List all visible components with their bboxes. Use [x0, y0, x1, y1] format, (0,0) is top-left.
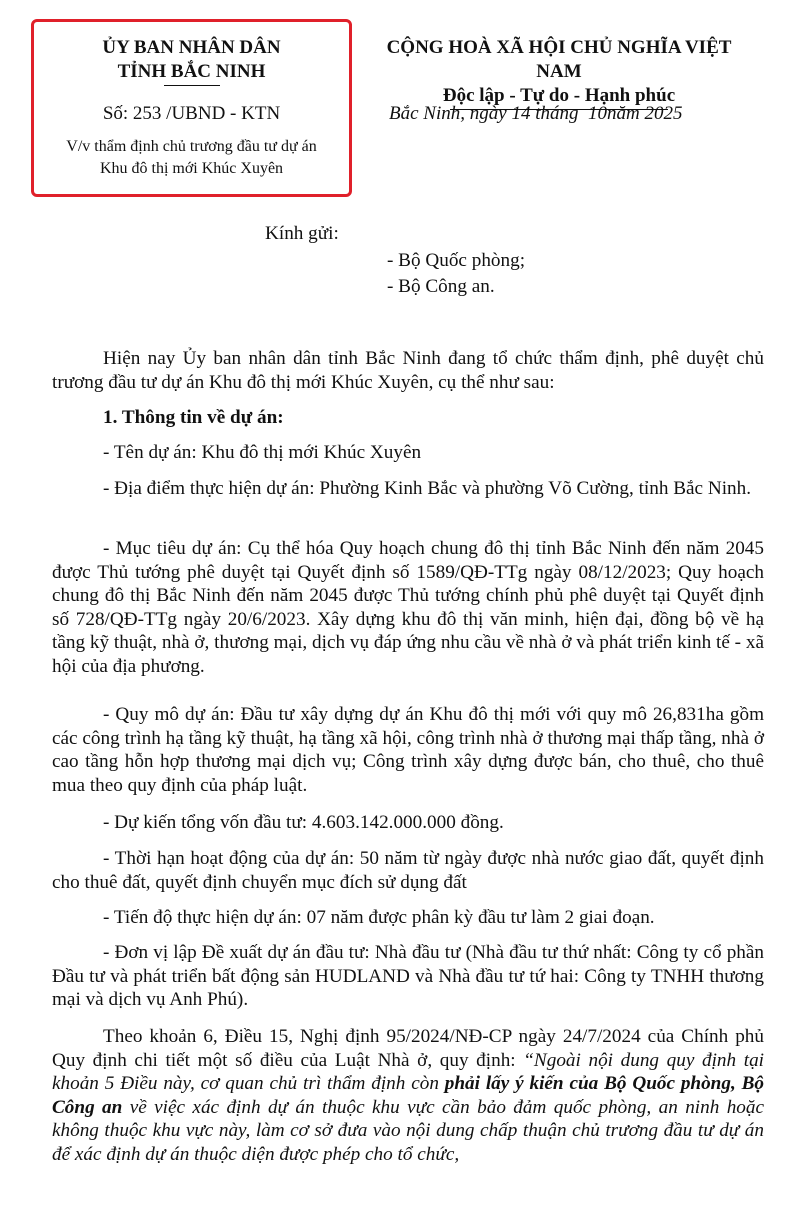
date-day: 14 — [511, 103, 531, 124]
date-year: năm 2025 — [606, 103, 683, 124]
project-objective: - Mục tiêu dự án: Cụ thể hóa Quy hoạch chung đô thị tỉnh Bắc Ninh đến năm 2045 được Thủ tướng phê duyệt tại Quyết định số 1589/QĐ-TTg ngày 08/12/2023; Quy hoạch chung đô thị Bắc Ninh đến năm 2045 được Thủ tướng chính phủ phê duyệt tại Quyết định số 728/QĐ-TTg ngày 20/6/2023. Xây dựng khu đô thị văn minh, hiện đại, đồng bộ về hạ tầng kỹ thuật, nhà ở, thương mại, dịch vụ đáp ứng nhu cầu về nhà ở và phát triển kinh tế - xã hội của địa phương. — [52, 538, 764, 677]
org-name-line2: TỈNH BẮC NINH — [117, 61, 266, 82]
recipient-list — [387, 248, 525, 300]
org-underline — [164, 85, 220, 86]
subject-line2: Khu đô thị mới Khúc Xuyên — [99, 160, 284, 177]
section1-heading: 1. Thông tin về dự án: — [103, 407, 284, 428]
legal-basis-text: Theo khoản 6, Điều 15, Nghị định 95/2024/NĐ-CP ngày 24/7/2024 của Chính phủ Quy định chi tiết một số điều của Luật Nhà ở, quy định: — [52, 1026, 764, 1071]
date-place: Bắc Ninh, ngày — [389, 103, 512, 124]
project-location: - Địa điểm thực hiện dự án: Phường Kinh Bắc và phường Võ Cường, tỉnh Bắc Ninh. — [103, 478, 752, 499]
recipient-item: - Bộ Quốc phòng; — [387, 250, 526, 271]
date-month-label: tháng — [530, 103, 588, 124]
recipient-item: - Bộ Công an. — [387, 276, 495, 297]
legal-quote-part1: “Ngoài nội dung quy định tại khoản 5 Điều này, cơ quan chủ trì thẩm định còn — [52, 1049, 764, 1095]
legal-basis-paragraph — [52, 1025, 764, 1167]
subject-block — [31, 136, 352, 180]
nation-title: CỘNG HOÀ XÃ HỘI CHỦ NGHĨA VIỆT NAM — [386, 37, 732, 82]
project-name: - Tên dự án: Khu đô thị mới Khúc Xuyên — [103, 442, 422, 463]
project-scale: - Quy mô dự án: Đầu tư xây dựng dự án Khu đô thị mới với quy mô 26,831ha gồm các công trình hạ tầng kỹ thuật, hạ tầng xã hội, công trình nhà ở thương mại thấp tầng, nhà ở cao tầng hỗn hợp thương mại dịch vụ; Công trình xây dựng được bán, cho thuê, cho thuê mua theo quy định của pháp luật. — [52, 704, 764, 796]
investment-capital: - Dự kiến tổng vốn đầu tư: 4.603.142.000.000 đồng. — [103, 812, 504, 833]
legal-quote-part2: về việc xác định dự án thuộc khu vực cần bảo đảm quốc phòng, an ninh hoặc không thuộc khu vực này, làm cơ sở đưa vào nội dung chấp thuận chủ trương đầu tư dự án để xác định dự án thuộc diện được phép cho tổ chức, — [52, 1096, 765, 1165]
proposing-unit: - Đơn vị lập Đề xuất dự án đầu tư: Nhà đầu tư (Nhà đầu tư thứ nhất: Công ty cổ phần Đầu tư và phát triển bất động sản HUDLAND và Nhà đầu tư tứ hai: Công ty TNHH thương mại và dịch vụ Anh Phú). — [52, 942, 764, 1011]
date-month: 10 — [587, 103, 607, 124]
salutation: Kính gửi: — [265, 223, 339, 244]
national-header — [362, 36, 756, 110]
intro-paragraph: Hiện nay Ủy ban nhân dân tỉnh Bắc Ninh đang tổ chức thẩm định, phê duyệt chủ trương đầu tư dự án Khu đô thị mới Khúc Xuyên, cụ thể như sau: — [52, 348, 764, 393]
implementation-schedule: - Tiến độ thực hiện dự án: 07 năm được phân kỳ đầu tư làm 2 giai đoạn. — [103, 907, 655, 928]
org-name-line1: ỦY BAN NHÂN DÂN — [102, 37, 281, 58]
date-line — [389, 102, 682, 126]
subject-line1: V/v thẩm định chủ trương đầu tư dự án — [66, 138, 317, 155]
motto: Độc lập - Tự do - Hạnh phúc — [442, 85, 676, 106]
legal-quote-emphasis: phải lấy ý kiến của Bộ Quốc phòng, Bộ Công an — [52, 1073, 764, 1118]
document-number: Số: 253 /UBND - KTN — [102, 103, 281, 124]
operation-duration: - Thời hạn hoạt động của dự án: 50 năm từ ngày được nhà nước giao đất, quyết định cho thuê đất, quyết định chuyển mục đích sử dụng đất — [52, 848, 764, 893]
issuing-authority-block — [31, 36, 352, 86]
